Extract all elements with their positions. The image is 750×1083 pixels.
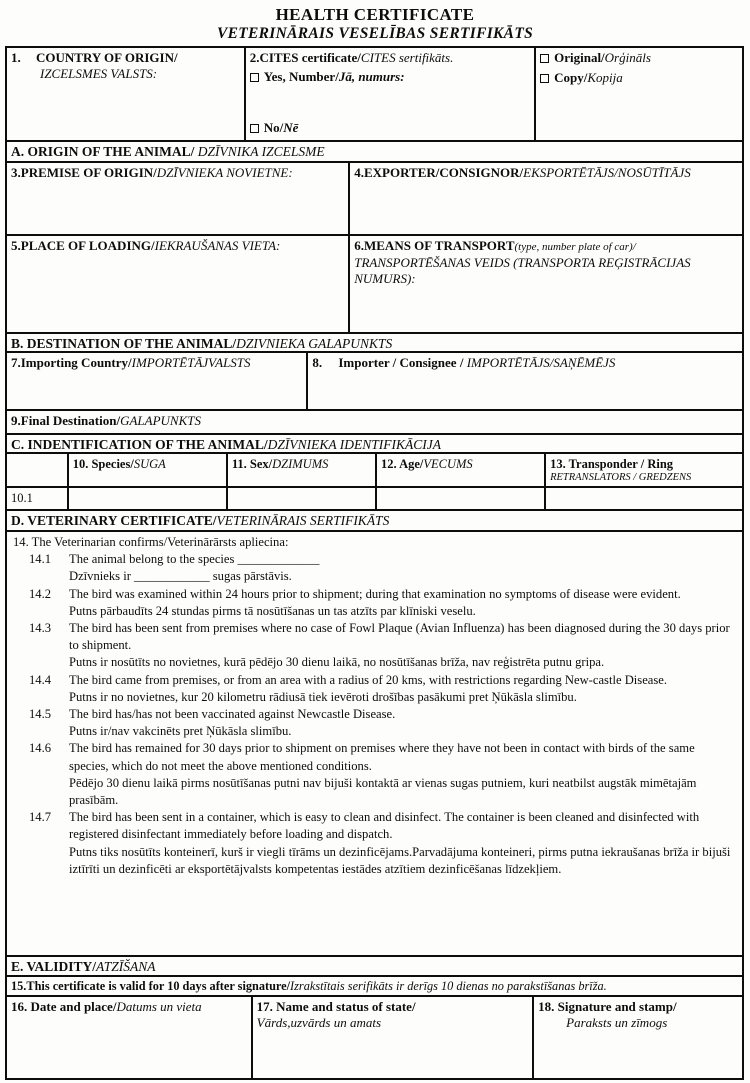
- box6-label-en: 6.MEANS OF TRANSPORT: [354, 238, 515, 253]
- cites-no-en: No/: [263, 120, 284, 135]
- section-e-en: E. VALIDITY/: [11, 959, 97, 974]
- d-item-14-3: [13, 620, 736, 672]
- c-table-row: [7, 486, 742, 509]
- box16-label-lv: Datums un vieta: [116, 999, 202, 1014]
- age-label-en: 12. Age/: [381, 457, 424, 471]
- checkbox-no[interactable]: [250, 124, 259, 133]
- cites-title-lv: CITES sertifikāts.: [360, 50, 454, 65]
- section-e-lv: ATZĪŠANA: [96, 959, 156, 974]
- checkbox-original[interactable]: [540, 54, 549, 63]
- c-header-sex: [228, 454, 377, 486]
- box5-label-lv: IEKRAUŠANAS VIETA:: [154, 238, 281, 253]
- box4-label-lv: EKSPORTĒTĀJS/NOSŪTĪTĀJS: [523, 165, 691, 180]
- box18-label-lv: Paraksts un zīmogs: [566, 1015, 668, 1030]
- section-c-header: [7, 433, 742, 452]
- cites-yes-line: [250, 69, 530, 85]
- row-importing-importer: [7, 351, 742, 409]
- certificate-form: [5, 46, 744, 1080]
- box1-number: 1.: [11, 50, 21, 65]
- d-item-number: 14.6: [29, 741, 52, 756]
- d-item-en: The bird was examined within 24 hours prior to shipment; during that examination no symptoms of disease were evident.: [69, 586, 681, 601]
- title-english: HEALTH CERTIFICATE: [275, 5, 475, 24]
- cites-title: [250, 50, 530, 66]
- d-item-lv: Putns ir/nav vakcinēts pret Ņūkāsla slimību.: [69, 724, 292, 739]
- c-header-transponder: [546, 454, 742, 486]
- d-item-number: 14.5: [29, 707, 52, 722]
- sex-label-en: 11. Sex/: [231, 457, 273, 471]
- c-header-blank: [7, 454, 69, 486]
- d-item-number: 14.1: [29, 552, 52, 567]
- box-date-and-place: [7, 997, 253, 1078]
- box15-en: 15.This certificate is valid for 10 days after signature/: [11, 979, 291, 993]
- d-item-14-2: [13, 586, 736, 620]
- transponder-label-en: 13. Transponder / Ring: [550, 457, 674, 471]
- d-item-number: 14.4: [29, 672, 52, 687]
- cites-no-line: [250, 120, 530, 136]
- section-c-lv: DZĪVNIEKA IDENTIFIKĀCIJA: [267, 437, 442, 452]
- d-item-number: 14.2: [29, 586, 52, 601]
- d-item-14-1: [13, 551, 736, 585]
- box18-label-en: 18. Signature and stamp/: [538, 999, 677, 1014]
- d-item-number: 14.7: [29, 810, 52, 825]
- d-item-lv: Pēdējo 30 dienu laikā pirms nosūtīšanas putni nav bijuši kontaktā ar vienas sugas putniem, kuri neatbilst augstāk mimētajām prasībām.: [69, 775, 697, 808]
- box-name-and-status: [253, 997, 534, 1078]
- c-row-cell-species: [69, 488, 228, 509]
- checkbox-copy[interactable]: [540, 74, 549, 83]
- row-premise-exporter: [7, 161, 742, 234]
- copy-label-en: Copy/: [554, 70, 588, 85]
- box-country-of-origin: [7, 48, 246, 140]
- box-premise-of-origin: [7, 163, 350, 234]
- c-row-cell-transponder: [546, 488, 742, 509]
- document-title: [0, 5, 750, 43]
- row-validity-statement: [7, 975, 742, 995]
- section-b-header: [7, 332, 742, 351]
- transponder-label-lv: RETRANSLATORS / GREDZENS: [550, 472, 692, 483]
- box9-label-lv: GALAPUNKTS: [120, 413, 201, 428]
- box5-label-en: 5.PLACE OF LOADING/: [11, 238, 155, 253]
- box8-label-lv: IMPORTĒTĀJS/SAŅĒMĒJS: [466, 355, 616, 370]
- c-header-age: [377, 454, 546, 486]
- box7-label-lv: IMPORTĒTĀJVALSTS: [131, 355, 251, 370]
- section-a-lv: DZĪVNIKA IZCELSME: [197, 144, 325, 159]
- box1-label-lv: IZCELSMES VALSTS:: [40, 66, 158, 81]
- box7-label-en: 7.Importing Country/: [11, 355, 132, 370]
- section-d-header: [7, 509, 742, 530]
- species-label-lv: SUGA: [133, 457, 166, 471]
- copy-label-lv: Kopija: [587, 70, 623, 85]
- cites-yes-en: Yes, Number/: [263, 69, 339, 84]
- box16-label-en: 16. Date and place/: [11, 999, 117, 1014]
- section-b-en: B. DESTINATION OF THE ANIMAL/: [11, 336, 237, 351]
- d-item-lv: Putns ir no novietnes, kur 20 kilometru rādiusā tiek ievēroti drošības pasākumi pret Ņūkāsla slimību.: [69, 689, 577, 704]
- row-country-cites: [7, 48, 742, 140]
- box9-label-en: 9.Final Destination/: [11, 413, 121, 428]
- row-loading-transport: [7, 234, 742, 332]
- section-e-header: [7, 955, 742, 975]
- box17-label-lv: Vārds,uzvārds un amats: [256, 1015, 382, 1030]
- species-label-en: 10. Species/: [72, 457, 134, 471]
- d-item-14-4: [13, 672, 736, 706]
- box17-label-en: 17. Name and status of state/: [256, 999, 416, 1014]
- d-item-en: The bird has been sent from premises where no case of Fowl Plaque (Avian Influenza) has been diagnosed during the 30 days prior to shipment.: [69, 621, 730, 653]
- row-final-destination: [7, 409, 742, 433]
- c-row-cell-sex: [228, 488, 377, 509]
- copy-line: [540, 70, 738, 86]
- d-item-lv: Putns pārbaudīts 24 stundas pirms tā nosūtīšanas un tas atzīts par klīniski veselu.: [69, 603, 476, 618]
- box1-label-en: COUNTRY OF ORIGIN/: [36, 50, 178, 65]
- box-cites-certificate: [246, 48, 536, 140]
- cites-yes-lv: Jā, numurs:: [338, 69, 405, 84]
- veterinary-statements: [7, 530, 742, 955]
- section-c-en: C. INDENTIFICATION OF THE ANIMAL/: [11, 437, 268, 452]
- checkbox-yes[interactable]: [250, 73, 259, 82]
- d-item-en: The bird has remained for 30 days prior to shipment on premises where they have not been in contact with birds of the same species, which do not meet the above mentioned conditions.: [69, 741, 695, 773]
- section-d-lv: VETERINĀRAIS SERTIFIKĀTS: [216, 513, 390, 528]
- c-row-cell-age: [377, 488, 546, 509]
- box8-label-en: Importer / Consignee /: [338, 355, 467, 370]
- d-item-en: The bird came from premises, or from an area with a radius of 20 kms, with restrictions regarding New-castle Disease.: [69, 672, 668, 687]
- d-item-14-6: [13, 740, 736, 809]
- section-b-lv: DZIVNIEKA GALAPUNKTS: [236, 336, 393, 351]
- d-item-14-5: [13, 706, 736, 740]
- box8-number: 8.: [312, 355, 323, 370]
- original-line: [540, 50, 738, 66]
- section-a-en: A. ORIGIN OF THE ANIMAL/: [11, 144, 195, 159]
- d-item-lv: Putns tiks nosūtīts konteinerī, kurš ir viegli tīrāms un dezinficējams.Parvadājuma konteineri, pirms putna iekraušanas brīža ir bijuši iztīrīti un dezinficēti ar eksportētājvalsts kompetentas iestādes atzītiem dezinficēšanas līdzekļiem.: [69, 844, 731, 876]
- box4-label-en: 4.EXPORTER/CONSIGNOR/: [354, 165, 524, 180]
- c-header-species: [69, 454, 228, 486]
- d-item-number: 14.3: [29, 621, 52, 636]
- original-label-lv: Orģināls: [604, 50, 651, 65]
- box-importing-country: [7, 353, 308, 409]
- box6-label-lv: TRANSPORTĒŠANAS VEIDS (TRANSPORTA REĢISTRĀCIJAS NUMURS):: [354, 255, 691, 286]
- box15-lv: Izrakstītais serifikāts ir derīgs 10 dienas no parakstīšanas brīža.: [290, 979, 607, 993]
- original-label-en: Original/: [554, 50, 605, 65]
- section-a-header: [7, 140, 742, 161]
- section-d-en: D. VETERINARY CERTIFICATE/: [11, 513, 217, 528]
- cites-no-lv: Nē: [283, 120, 299, 135]
- age-label-lv: VECUMS: [423, 457, 473, 471]
- box-signature-and-stamp: [534, 997, 742, 1078]
- box3-label-en: 3.PREMISE OF ORIGIN/: [11, 165, 157, 180]
- c-table-header-row: [7, 452, 742, 486]
- d-item-lv: Putns ir nosūtīts no novietnes, kurā pēdējo 30 dienu laikā, no nosūtīšanas brīža, nav reģistrēta putnu gripa.: [69, 655, 605, 670]
- box-exporter-consignor: [350, 163, 742, 234]
- box-final-destination: [7, 411, 742, 433]
- d-item-lv: Dzīvnieks ir ____________ sugas pārstāvis.: [69, 569, 292, 584]
- d-item-en: The animal belong to the species _____________: [69, 552, 320, 567]
- box-importer-consignee: [308, 353, 742, 409]
- box-original-copy: [536, 48, 742, 140]
- box-means-of-transport: [350, 236, 742, 332]
- d-item-14-7: [13, 809, 736, 878]
- c-row-label: 10.1: [7, 488, 69, 509]
- row-signature-block: [7, 995, 742, 1078]
- box3-label-lv: DZĪVNIEKA NOVIETNE:: [156, 165, 293, 180]
- box6-note: (type, number plate of car)/: [514, 241, 636, 253]
- sex-label-lv: DZIMUMS: [272, 457, 329, 471]
- box-place-of-loading: [7, 236, 350, 332]
- d-item-en: The bird has/has not been vaccinated against Newcastle Disease.: [69, 707, 396, 722]
- d-intro: 14. The Veterinarian confirms/Veterinārārsts apliecina:: [13, 535, 289, 549]
- title-latvian: VETERINĀRAIS VESELĪBAS SERTIFIKĀTS: [216, 25, 534, 42]
- cites-title-en: 2.CITES certificate/: [249, 50, 361, 65]
- d-item-en: The bird has been sent in a container, which is easy to clean and disinfect. The container is been cleaned and disinfected with registered disinfectant immediately before loading and dispatch.: [69, 810, 700, 842]
